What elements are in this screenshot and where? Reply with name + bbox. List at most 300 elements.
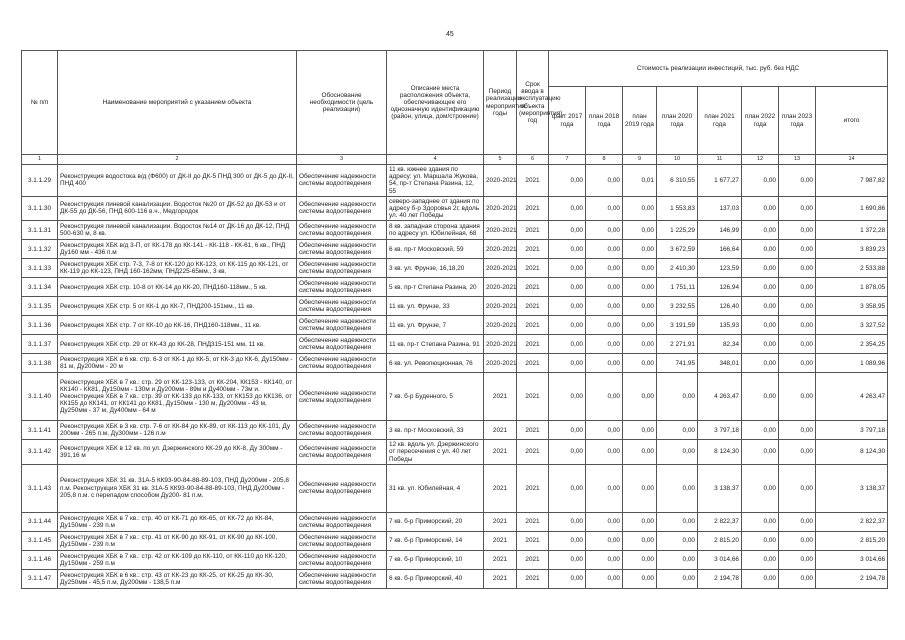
row-cost-value: 126,40 (698, 297, 742, 316)
row-cost-value: 0,00 (623, 440, 657, 465)
row-cost-value: 8 124,30 (698, 440, 742, 465)
header-cost-col: план 2019 года (623, 87, 657, 155)
row-commissioning-year: 2021 (517, 278, 549, 297)
row-cost-value: 0,00 (623, 240, 657, 259)
row-period: 2021 (484, 464, 517, 512)
col-index: 11 (698, 155, 742, 165)
row-cost-value: 0,00 (742, 259, 779, 278)
row-name: Реконструкция ХБК стр. 10-8 от КК-14 до КК-20, ПНД160-118мм., 5 кв. (58, 278, 297, 297)
row-cost-value: 0,00 (779, 440, 816, 465)
row-num: 3.1.1.32 (22, 240, 58, 259)
header-name: Наименование мероприятий с указанием объекта (58, 51, 297, 155)
row-cost-value: 1 225,29 (657, 221, 698, 240)
row-commissioning-year: 2021 (517, 354, 549, 373)
row-cost-value: 0,00 (742, 373, 779, 421)
col-index: 5 (484, 155, 517, 165)
row-name: Реконструкция ХБК в 7 кв.: стр. 40 от КК-71 до КК-65, от КК-72 до КК-84, Ду150мм - 239 п.м (58, 512, 297, 531)
row-cost-value: 0,00 (623, 512, 657, 531)
row-num: 3.1.1.43 (22, 464, 58, 512)
row-cost-value: 0,00 (623, 421, 657, 440)
row-cost-value: 0,00 (623, 464, 657, 512)
row-cost-value: 3 138,37 (698, 464, 742, 512)
table-row (22, 550, 888, 569)
row-cost-value: 0,00 (657, 512, 698, 531)
row-cost-value: 741,95 (657, 354, 698, 373)
row-name: Реконструкция ХБК стр. 29 от КК-43 до КК-28, ПНД315-151 мм, 11 кв. (58, 335, 297, 354)
header-cost-col: план 2022 года (742, 87, 779, 155)
row-name: Реконструкция ХБК 31 кв. 31А-5 КК93-90-84-88-89-103, ПНД Ду200мм - 205,8 п.м. Реконструкция ХБК 31 кв. 31А-5 КК93-90-84-88-89-103, ПНД Ду200мм - 205,8 п.м. с перепадом способом Ду200- 81 п.м. (58, 464, 297, 512)
row-name: Реконструкция ХБК стр. 7-3, 7-8 от КК-120 до КК-123, от КК-115 до КК-121, от КК-119 до КК-123, ПНД 160-162мм, ПНД225-65мм., 3 кв. (58, 259, 297, 278)
row-reason: Обеспечение надежности системы водоотведения (297, 512, 387, 531)
row-commissioning-year: 2021 (517, 440, 549, 465)
row-cost-value: 0,00 (742, 421, 779, 440)
header-cost-col: факт 2017 года (549, 87, 586, 155)
header-period: Период реализации мероприятия, годы (484, 51, 517, 155)
col-index: 12 (742, 155, 779, 165)
row-commissioning-year: 2021 (517, 335, 549, 354)
row-total: 1 690,86 (816, 196, 888, 221)
row-cost-value: 0,00 (779, 550, 816, 569)
row-cost-value: 0,00 (549, 196, 586, 221)
row-cost-value: 0,00 (586, 421, 623, 440)
row-reason: Обеспечение надежности системы водоотведения (297, 240, 387, 259)
table-row (22, 221, 888, 240)
row-num: 3.1.1.44 (22, 512, 58, 531)
row-cost-value: 0,00 (549, 550, 586, 569)
row-period: 2021 (484, 550, 517, 569)
row-cost-value: 0,00 (586, 531, 623, 550)
row-cost-value: 0,00 (742, 335, 779, 354)
row-num: 3.1.1.33 (22, 259, 58, 278)
row-num: 3.1.1.37 (22, 335, 58, 354)
row-cost-value: 0,00 (779, 240, 816, 259)
row-num: 3.1.1.41 (22, 421, 58, 440)
row-cost-value: 0,00 (586, 354, 623, 373)
row-name: Реконструкция ХБК в/д 3-П, от КК-178 до КК-141 - КК-118 - КК-61, 6 кв., ПНД Ду160 мм - 436 п.м (58, 240, 297, 259)
row-location: 8 кв. западная сторона здания по адресу ул. Юбилейная, 68 (387, 221, 484, 240)
row-name: Реконструкция ХБК в 3 кв. стр. 7-6 от КК-84 до КК-89, от КК-113 до КК-101, Ду 200мм - 265 п.м, Ду300мм - 126 п.м (58, 421, 297, 440)
row-cost-value: 123,59 (698, 259, 742, 278)
row-location: 31 кв. ул. Юбилейная, 4 (387, 464, 484, 512)
col-index: 3 (297, 155, 387, 165)
row-cost-value: 0,00 (549, 464, 586, 512)
row-name: Реконструкция ХБК стр. 7 от КК-10 до КК-16, ПНД160-118мм., 11 кв. (58, 316, 297, 335)
row-period: 2020-2021 (484, 316, 517, 335)
row-cost-value: 0,00 (586, 569, 623, 588)
row-reason: Обеспечение надежности системы водоотведения (297, 373, 387, 421)
row-cost-value: 0,00 (742, 440, 779, 465)
table-row (22, 373, 888, 421)
row-cost-value: 348,01 (698, 354, 742, 373)
row-cost-value: 0,00 (623, 531, 657, 550)
row-cost-value: 0,00 (657, 550, 698, 569)
row-cost-value: 0,00 (549, 440, 586, 465)
row-cost-value: 0,00 (779, 297, 816, 316)
row-cost-value: 0,00 (742, 550, 779, 569)
row-name: Реконструкция линевой канализации. Водосток №20 от ДК-52 до ДК-53 и от ДК-55 до ДК-56, ПНД 600-116 в.ч., Медгородок (58, 196, 297, 221)
row-cost-value: 0,00 (586, 373, 623, 421)
row-location: северо-западнее от здания по адресу б-р Здоровья 2г, вдоль ул. 40 лет Победы (387, 196, 484, 221)
row-cost-value: 0,00 (779, 464, 816, 512)
header-reason: Обоснование необходимости (цель реализации) (297, 51, 387, 155)
table-row (22, 259, 888, 278)
row-cost-value: 0,00 (657, 421, 698, 440)
row-cost-value: 6 310,55 (657, 165, 698, 197)
header-cost-col: план 2021 года (698, 87, 742, 155)
row-cost-value: 0,00 (549, 259, 586, 278)
row-cost-value: 137,03 (698, 196, 742, 221)
col-index: 9 (623, 155, 657, 165)
row-cost-value: 1 553,83 (657, 196, 698, 221)
row-num: 3.1.1.29 (22, 165, 58, 197)
table-row (22, 165, 888, 197)
table-row (22, 196, 888, 221)
row-cost-value: 0,00 (623, 297, 657, 316)
row-reason: Обеспечение надежности системы водоотведения (297, 531, 387, 550)
row-cost-value: 3 014,66 (698, 550, 742, 569)
row-total: 2 815,20 (816, 531, 888, 550)
row-total: 3 327,52 (816, 316, 888, 335)
row-location: 7 кв. б-р Приморский, 14 (387, 531, 484, 550)
row-cost-value: 0,00 (549, 165, 586, 197)
row-reason: Обеспечение надежности системы водоотведения (297, 165, 387, 197)
header-cost-group: Стоимость реализации инвестиций, тыс. руб. без НДС (549, 51, 888, 87)
row-location: 6 кв. б-р Приморский, 40 (387, 569, 484, 588)
row-reason: Обеспечение надежности системы водоотведения (297, 297, 387, 316)
header-cost-col: план 2018 года (586, 87, 623, 155)
row-reason: Обеспечение надежности системы водоотведения (297, 221, 387, 240)
row-commissioning-year: 2021 (517, 316, 549, 335)
row-cost-value: 82,34 (698, 335, 742, 354)
row-location: 3 кв. ул. Фрунзе, 16,18,20 (387, 259, 484, 278)
row-num: 3.1.1.38 (22, 354, 58, 373)
row-location: 11 кв. ул. Фрунзе, 7 (387, 316, 484, 335)
col-index: 2 (58, 155, 297, 165)
row-location: 6 кв. ул. Революционная, 76 (387, 354, 484, 373)
header-commissioning: Срок ввода в эксплуатацию объекта (мероприятия), год (517, 51, 549, 155)
row-name: Реконструкция ХБК в 6 кв. стр. 6-3 от КК-1 до КК-5, от КК-3 до КК-6, Ду150мм - 81 м, Ду200мм - 20 м (58, 354, 297, 373)
row-cost-value: 0,00 (742, 316, 779, 335)
row-cost-value: 146,99 (698, 221, 742, 240)
row-commissioning-year: 2021 (517, 221, 549, 240)
row-location: 6 кв. пр-т Московский, 59 (387, 240, 484, 259)
row-cost-value: 0,00 (586, 440, 623, 465)
row-cost-value: 4 263,47 (698, 373, 742, 421)
row-total: 7 987,82 (816, 165, 888, 197)
row-commissioning-year: 2021 (517, 373, 549, 421)
row-cost-value: 0,00 (623, 373, 657, 421)
col-index: 14 (816, 155, 888, 165)
row-name: Реконструкция водостока в/д (Ф600) от ДК-II до ДК-5 ПНД 300 от ДК-5 до ДК-II, ПНД 400 (58, 165, 297, 197)
row-cost-value: 2 815,20 (698, 531, 742, 550)
header-cost-col: план 2020 года (657, 87, 698, 155)
row-reason: Обеспечение надежности системы водоотведения (297, 569, 387, 588)
header-cost-col: итого (816, 87, 888, 155)
row-total: 3 839,23 (816, 240, 888, 259)
row-cost-value: 0,00 (742, 464, 779, 512)
col-index: 1 (22, 155, 58, 165)
row-cost-value: 0,00 (657, 531, 698, 550)
row-period: 2021 (484, 440, 517, 465)
row-total: 2 822,37 (816, 512, 888, 531)
row-num: 3.1.1.34 (22, 278, 58, 297)
row-period: 2020-2021 (484, 240, 517, 259)
row-cost-value: 2 822,37 (698, 512, 742, 531)
row-name: Реконструкция ХБК в 7 кв.: стр. 41 от КК-90 до КК-91, от КК-90 до КК-100, Ду150мм - 239 п.м (58, 531, 297, 550)
row-period: 2020-2021 (484, 335, 517, 354)
row-num: 3.1.1.31 (22, 221, 58, 240)
row-cost-value: 0,00 (549, 512, 586, 531)
row-reason: Обеспечение надежности системы водоотведения (297, 259, 387, 278)
col-index: 13 (779, 155, 816, 165)
row-commissioning-year: 2021 (517, 512, 549, 531)
table-row (22, 512, 888, 531)
row-location: 11 кв. ул. Фрунзе, 33 (387, 297, 484, 316)
row-cost-value: 3 232,55 (657, 297, 698, 316)
row-cost-value: 3 672,59 (657, 240, 698, 259)
row-num: 3.1.1.36 (22, 316, 58, 335)
row-cost-value: 0,00 (549, 569, 586, 588)
row-cost-value: 0,00 (742, 240, 779, 259)
row-cost-value: 0,00 (586, 316, 623, 335)
row-cost-value: 0,00 (549, 221, 586, 240)
row-cost-value: 0,01 (623, 165, 657, 197)
row-num: 3.1.1.35 (22, 297, 58, 316)
row-cost-value: 0,00 (657, 373, 698, 421)
table-row (22, 531, 888, 550)
row-num: 3.1.1.45 (22, 531, 58, 550)
row-cost-value: 0,00 (549, 278, 586, 297)
row-cost-value: 2 194,78 (698, 569, 742, 588)
row-cost-value: 0,00 (586, 240, 623, 259)
row-reason: Обеспечение надежности системы водоотведения (297, 316, 387, 335)
table-row (22, 421, 888, 440)
row-num: 3.1.1.47 (22, 569, 58, 588)
row-commissioning-year: 2021 (517, 421, 549, 440)
row-commissioning-year: 2021 (517, 240, 549, 259)
row-reason: Обеспечение надежности системы водоотведения (297, 354, 387, 373)
row-cost-value: 0,00 (586, 196, 623, 221)
row-cost-value: 0,00 (657, 569, 698, 588)
row-cost-value: 0,00 (779, 165, 816, 197)
row-cost-value: 0,00 (657, 464, 698, 512)
row-total: 3 358,95 (816, 297, 888, 316)
row-cost-value: 0,00 (586, 259, 623, 278)
row-location: 3 кв. пр-т Московский, 33 (387, 421, 484, 440)
row-cost-value: 0,00 (586, 335, 623, 354)
row-reason: Обеспечение надежности системы водоотведения (297, 464, 387, 512)
row-num: 3.1.1.40 (22, 373, 58, 421)
row-num: 3.1.1.30 (22, 196, 58, 221)
row-cost-value: 0,00 (779, 278, 816, 297)
row-cost-value: 0,00 (779, 421, 816, 440)
row-total: 2 354,25 (816, 335, 888, 354)
col-index: 4 (387, 155, 484, 165)
row-reason: Обеспечение надежности системы водоотведения (297, 335, 387, 354)
row-name: Реконструкция линевой канализации. Водосток №14 от ДК-16 до ДК-12, ПНД 500-630 м, 8 кв. (58, 221, 297, 240)
table-row (22, 440, 888, 465)
row-name: Реконструкция ХБК в 6 кв.: стр. 43 от КК-23 до КК-25, от КК-25 до КК-30, Ду250мм - 45,5 п.м, Ду200мм - 138,5 п.м (58, 569, 297, 588)
row-total: 1 089,96 (816, 354, 888, 373)
row-period: 2020-2021 (484, 165, 517, 197)
row-cost-value: 126,94 (698, 278, 742, 297)
row-cost-value: 0,00 (586, 165, 623, 197)
table-row (22, 240, 888, 259)
row-total: 3 014,66 (816, 550, 888, 569)
table-row (22, 278, 888, 297)
row-cost-value: 0,00 (586, 297, 623, 316)
row-period: 2021 (484, 373, 517, 421)
row-name: Реконструкция ХБК в 7 кв.: стр. 29 от КК-123-133, от КК-204, КК153 - КК140, от КК140 - КК81, Ду150мм - 130м и Ду200мм - 89м и Ду400мм - 73м и. Реконструкция ХБК в 7 кв.: стр. 39 от КК-133 до КК-133, от КК153 до КК136, от КК155 до КК141, от КК141 до КК81, Ду150мм - 130 м, Ду200мм - 43 м, Ду250мм - 37 м, Ду400мм - 64 м (58, 373, 297, 421)
row-period: 2020-2021 (484, 297, 517, 316)
row-name: Реконструкция ХБК в 12 кв. по ул. Дзержинского КК-29 до КК-8, Ду 300мм - 391,16 м (58, 440, 297, 465)
row-period: 2020-2021 (484, 196, 517, 221)
row-cost-value: 0,00 (779, 512, 816, 531)
row-cost-value: 1 677,27 (698, 165, 742, 197)
row-period: 2021 (484, 531, 517, 550)
row-cost-value: 0,00 (549, 373, 586, 421)
row-cost-value: 0,00 (623, 196, 657, 221)
row-period: 2020-2021 (484, 278, 517, 297)
row-cost-value: 0,00 (549, 335, 586, 354)
row-cost-value: 0,00 (742, 221, 779, 240)
row-cost-value: 0,00 (623, 550, 657, 569)
row-cost-value: 0,00 (623, 354, 657, 373)
row-total: 1 372,28 (816, 221, 888, 240)
row-location: 7 кв. б-р Буденного, 5 (387, 373, 484, 421)
row-location: 11 кв. южнее здания по адресу: ул. Маршала Жукова, 54, пр-т Степана Разина, 12, 55 (387, 165, 484, 197)
row-reason: Обеспечение надежности системы водоотведения (297, 196, 387, 221)
row-commissioning-year: 2021 (517, 569, 549, 588)
row-cost-value: 0,00 (742, 165, 779, 197)
row-cost-value: 0,00 (779, 373, 816, 421)
row-cost-value: 0,00 (623, 335, 657, 354)
row-cost-value: 0,00 (657, 440, 698, 465)
row-cost-value: 0,00 (623, 278, 657, 297)
row-reason: Обеспечение надежности системы водоотведения (297, 278, 387, 297)
row-reason: Обеспечение надежности системы водоотведения (297, 550, 387, 569)
row-reason: Обеспечение надежности системы водоотведения (297, 440, 387, 465)
row-cost-value: 3 797,18 (698, 421, 742, 440)
row-cost-value: 2 410,30 (657, 259, 698, 278)
row-cost-value: 0,00 (549, 354, 586, 373)
row-location: 11 кв. пр-т Степана Разина, 91 (387, 335, 484, 354)
row-location: 5 кв. пр-т Степана Разина, 20 (387, 278, 484, 297)
page-number: 45 (446, 31, 454, 38)
row-num: 3.1.1.42 (22, 440, 58, 465)
row-cost-value: 0,00 (779, 354, 816, 373)
table-row (22, 316, 888, 335)
row-cost-value: 0,00 (779, 531, 816, 550)
investment-table (21, 50, 888, 589)
row-location: 12 кв. вдоль ул. Дзержинского от пересечения с ул. 40 лет Победы (387, 440, 484, 465)
row-period: 2021 (484, 421, 517, 440)
table-row (22, 464, 888, 512)
row-name: Реконструкция ХБК стр. 5 от КК-1 до КК-7, ПНД200-151мм., 11 кв. (58, 297, 297, 316)
col-index: 6 (517, 155, 549, 165)
row-cost-value: 0,00 (586, 221, 623, 240)
row-cost-value: 0,00 (779, 569, 816, 588)
row-commissioning-year: 2021 (517, 165, 549, 197)
row-cost-value: 135,93 (698, 316, 742, 335)
row-commissioning-year: 2021 (517, 531, 549, 550)
row-period: 2021 (484, 512, 517, 531)
row-cost-value: 0,00 (549, 421, 586, 440)
row-cost-value: 0,00 (586, 278, 623, 297)
row-cost-value: 166,64 (698, 240, 742, 259)
row-cost-value: 0,00 (623, 569, 657, 588)
row-cost-value: 0,00 (549, 297, 586, 316)
table-row (22, 335, 888, 354)
row-commissioning-year: 2021 (517, 550, 549, 569)
row-total: 3 797,18 (816, 421, 888, 440)
table-body (22, 165, 888, 589)
header-cost-col: план 2023 года (779, 87, 816, 155)
row-cost-value: 0,00 (586, 464, 623, 512)
row-cost-value: 0,00 (586, 512, 623, 531)
row-cost-value: 0,00 (742, 278, 779, 297)
row-total: 4 263,47 (816, 373, 888, 421)
row-total: 2 194,78 (816, 569, 888, 588)
row-cost-value: 0,00 (779, 259, 816, 278)
row-cost-value: 0,00 (742, 512, 779, 531)
row-cost-value: 0,00 (779, 221, 816, 240)
row-cost-value: 0,00 (742, 569, 779, 588)
row-period: 2020-2021 (484, 259, 517, 278)
row-location: 7 кв. б-р Приморский, 20 (387, 512, 484, 531)
row-cost-value: 0,00 (549, 531, 586, 550)
col-index: 7 (549, 155, 586, 165)
row-total: 2 533,88 (816, 259, 888, 278)
row-cost-value: 2 271,91 (657, 335, 698, 354)
row-reason: Обеспечение надежности системы водоотведения (297, 421, 387, 440)
row-commissioning-year: 2021 (517, 259, 549, 278)
row-cost-value: 0,00 (549, 240, 586, 259)
table-row (22, 354, 888, 373)
row-cost-value: 1 751,11 (657, 278, 698, 297)
header-location: Описание места расположения объекта, обеспечивающее его однозначную идентификацию (район, улица, дом/строение) (387, 51, 484, 155)
row-period: 2020-2021 (484, 221, 517, 240)
table-row (22, 569, 888, 588)
table-row (22, 297, 888, 316)
col-index: 8 (586, 155, 623, 165)
row-cost-value: 0,00 (623, 259, 657, 278)
row-cost-value: 0,00 (623, 316, 657, 335)
row-total: 8 124,30 (816, 440, 888, 465)
row-location: 7 кв. б-р Приморский, 10 (387, 550, 484, 569)
row-cost-value: 0,00 (742, 354, 779, 373)
row-cost-value: 0,00 (586, 550, 623, 569)
row-commissioning-year: 2021 (517, 297, 549, 316)
row-total: 3 138,37 (816, 464, 888, 512)
row-cost-value: 0,00 (742, 196, 779, 221)
row-cost-value: 0,00 (549, 316, 586, 335)
column-index-row (22, 155, 888, 165)
row-total: 1 878,05 (816, 278, 888, 297)
row-cost-value: 0,00 (742, 297, 779, 316)
row-cost-value: 0,00 (779, 316, 816, 335)
row-commissioning-year: 2021 (517, 464, 549, 512)
row-num: 3.1.1.46 (22, 550, 58, 569)
row-period: 2020-2021 (484, 354, 517, 373)
row-name: Реконструкция ХБК в 7 кв.: стр. 42 от КК-109 до КК-110, от КК-110 до КК-120, Ду150мм - 259 п.м (58, 550, 297, 569)
row-cost-value: 0,00 (779, 335, 816, 354)
row-cost-value: 0,00 (623, 221, 657, 240)
row-commissioning-year: 2021 (517, 196, 549, 221)
row-cost-value: 3 191,59 (657, 316, 698, 335)
row-cost-value: 0,00 (742, 531, 779, 550)
col-index: 10 (657, 155, 698, 165)
